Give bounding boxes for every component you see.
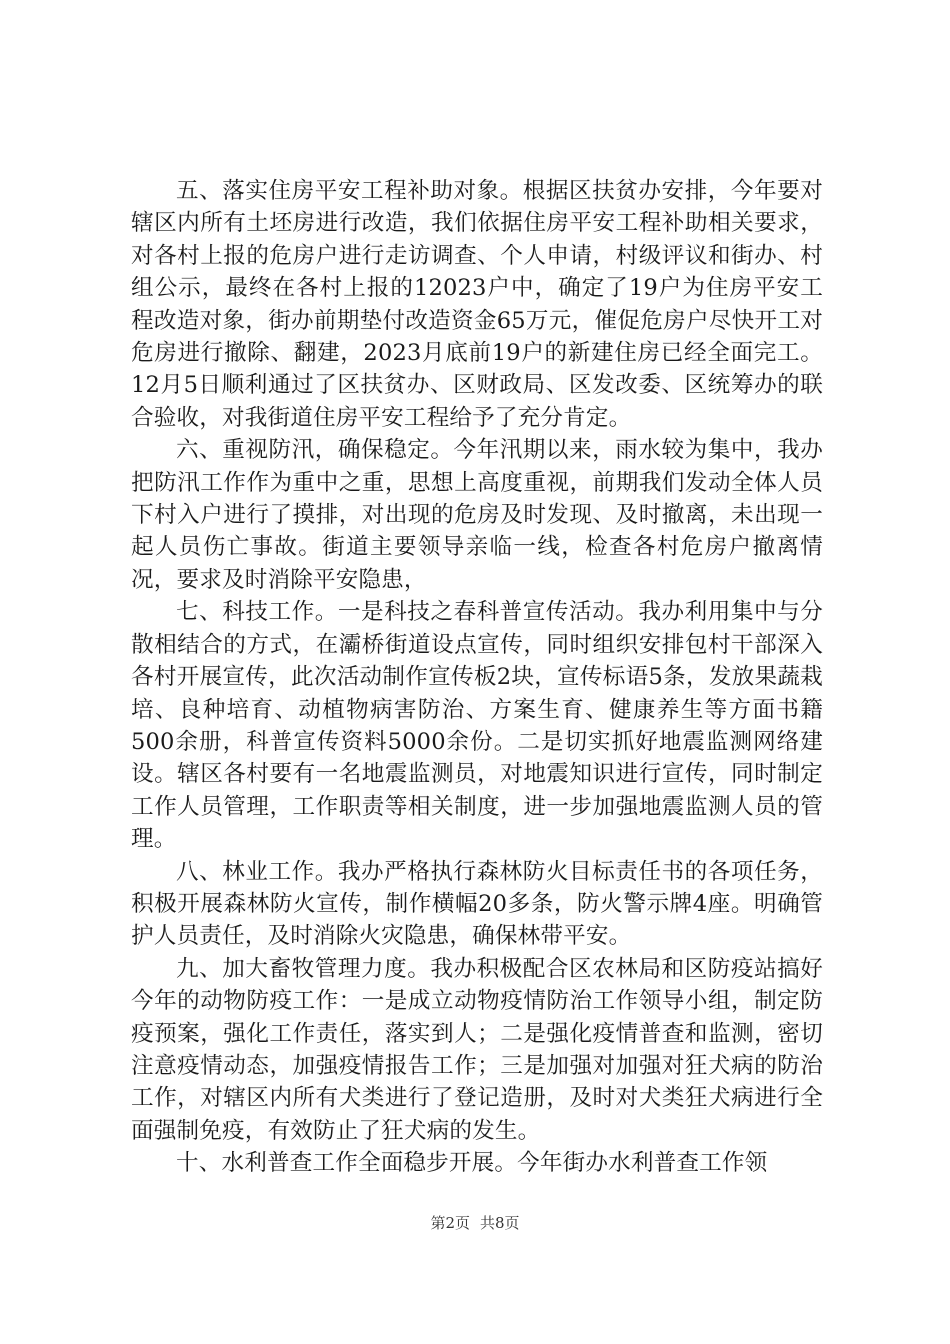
paragraph-housing-safety: 五、落实住房平安工程补助对象。根据区扶贫办安排，今年要对辖区内所有土坯房进行改造，我们依据住房平安工程补助相关要求，对各村上报的危房户进行走访调查、个人申请，村级评议和街办、村组公示，最终在各村上报的12023户中，确定了19户为住房平安工程改造对象，街办前期垫付改造资金65万元，催促危房户尽快开工对危房进行撤除、翻建，2023月底前19户的新建住房已经全面完工。12月5日顺利通过了区扶贫办、区财政局、区发改委、区统筹办的联合验收，对我街道住房平安工程给予了充分肯定。 bbox=[131, 178, 823, 431]
paragraph-forestry: 八、林业工作。我办严格执行森林防火目标责任书的各项任务，积极开展森林防火宣传，制作横幅20多条，防火警示牌4座。明确管护人员责任，及时消除火灾隐患，确保林带平安。 bbox=[131, 858, 823, 950]
document-body bbox=[131, 175, 823, 1180]
paragraph-flood-control: 六、重视防汛，确保稳定。今年汛期以来，雨水较为集中，我办把防汛工作作为重中之重，思想上高度重视，前期我们发动全体人员下村入户进行了摸排，对出现的危房及时发现、及时撤离，未出现一起人员伤亡事故。街道主要领导亲临一线，检查各村危房户撤离情况，要求及时消除平安隐患， bbox=[131, 437, 823, 593]
page-total: 共8页 bbox=[480, 1214, 520, 1232]
paragraph-water-census: 十、水利普查工作全面稳步开展。今年街办水利普查工作领 bbox=[176, 1150, 768, 1177]
paragraph-science-technology: 七、科技工作。一是科技之春科普宣传活动。我办利用集中与分散相结合的方式，在灞桥街道设点宣传，同时组织安排包村干部深入各村开展宣传，此次活动制作宣传板2块，宣传标语5条，发放果蔬栽培、良种培育、动植物病害防治、方案生育、健康养生等方面书籍500余册，科普宣传资料5000余份。二是切实抓好地震监测网络建设。辖区各村要有一名地震监测员，对地震知识进行宣传，同时制定工作人员管理，工作职责等相关制度，进一步加强地震监测人员的管理。 bbox=[131, 599, 823, 853]
paragraph-animal-husbandry: 九、加大畜牧管理力度。我办积极配合区农林局和区防疫站搞好今年的动物防疫工作：一是成立动物疫情防治工作领导小组，制定防疫预案，强化工作责任，落实到人；二是强化疫情普查和监测，密切注意疫情动态，加强疫情报告工作；三是加强对加强对狂犬病的防治工作，对辖区内所有犬类进行了登记造册，及时对犬类狂犬病进行全面强制免疫，有效防止了狂犬病的发生。 bbox=[131, 955, 823, 1144]
page-footer bbox=[0, 1213, 950, 1233]
page-number: 第2页 bbox=[430, 1214, 470, 1232]
